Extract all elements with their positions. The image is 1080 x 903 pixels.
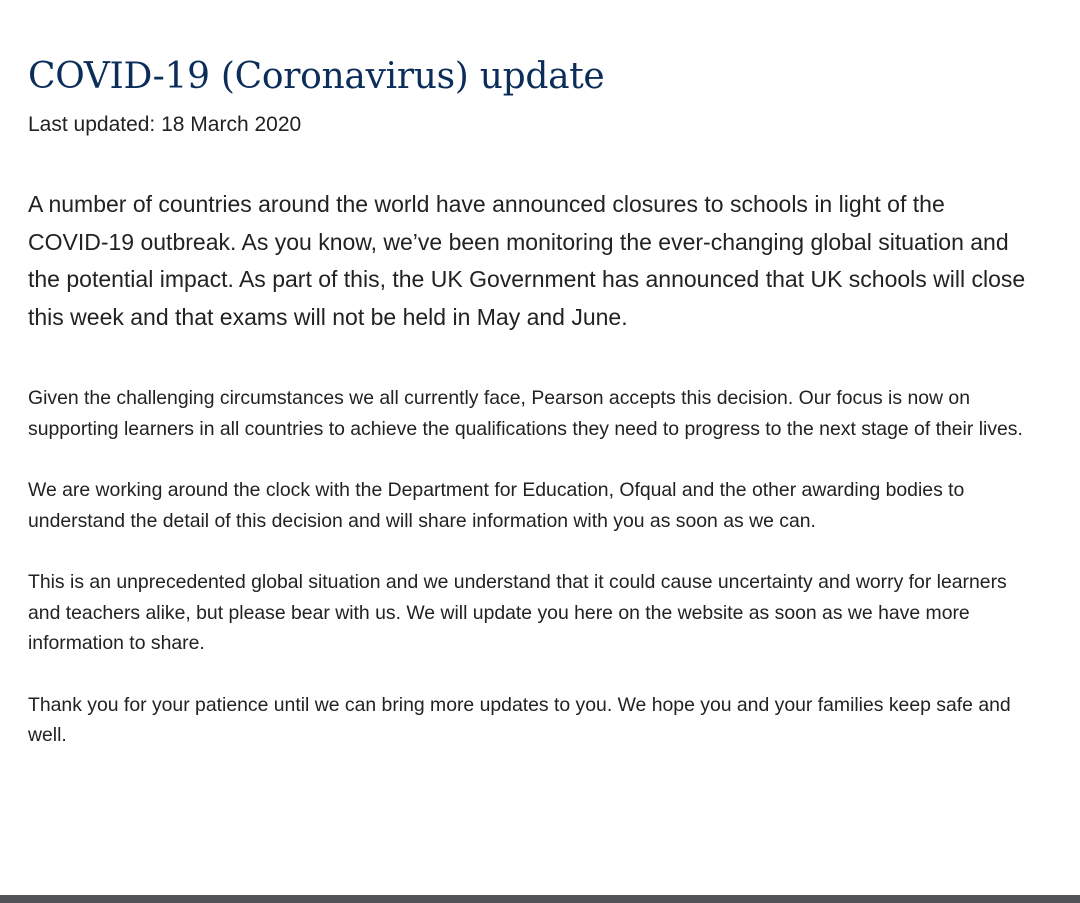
page-title: COVID-19 (Coronavirus) update bbox=[28, 56, 605, 97]
body-paragraph-3: This is an unprecedented global situation and we understand that it could cause uncertainty and worry for learners and teachers alike, but please bear with us. We will update you here on the website as soon as we have more information to share. bbox=[28, 571, 1007, 654]
body-paragraph-4: Thank you for your patience until we can bring more updates to you. We hope you and your families keep safe and well. bbox=[28, 693, 1011, 746]
footer-bar bbox=[0, 895, 1080, 903]
lead-paragraph: A number of countries around the world have announced closures to schools in light of the COVID-19 outbreak. As you know, we’ve been monitoring the ever-changing global situation and the potential impact. As part of this, the UK Government has announced that UK schools will close this week and that exams will not be held in May and June. bbox=[28, 191, 1026, 330]
body-paragraph-1: Given the challenging circumstances we all currently face, Pearson accepts this decision. Our focus is now on supporting learners in all countries to achieve the qualifications they need to progress to the next stage of their lives. bbox=[28, 387, 1023, 440]
last-updated-date: Last updated: 18 March 2020 bbox=[28, 113, 302, 136]
article-content bbox=[28, 52, 1028, 751]
body-paragraph-2: We are working around the clock with the Department for Education, Ofqual and the other awarding bodies to understand the detail of this decision and will share information with you as soon as we can. bbox=[28, 479, 965, 532]
